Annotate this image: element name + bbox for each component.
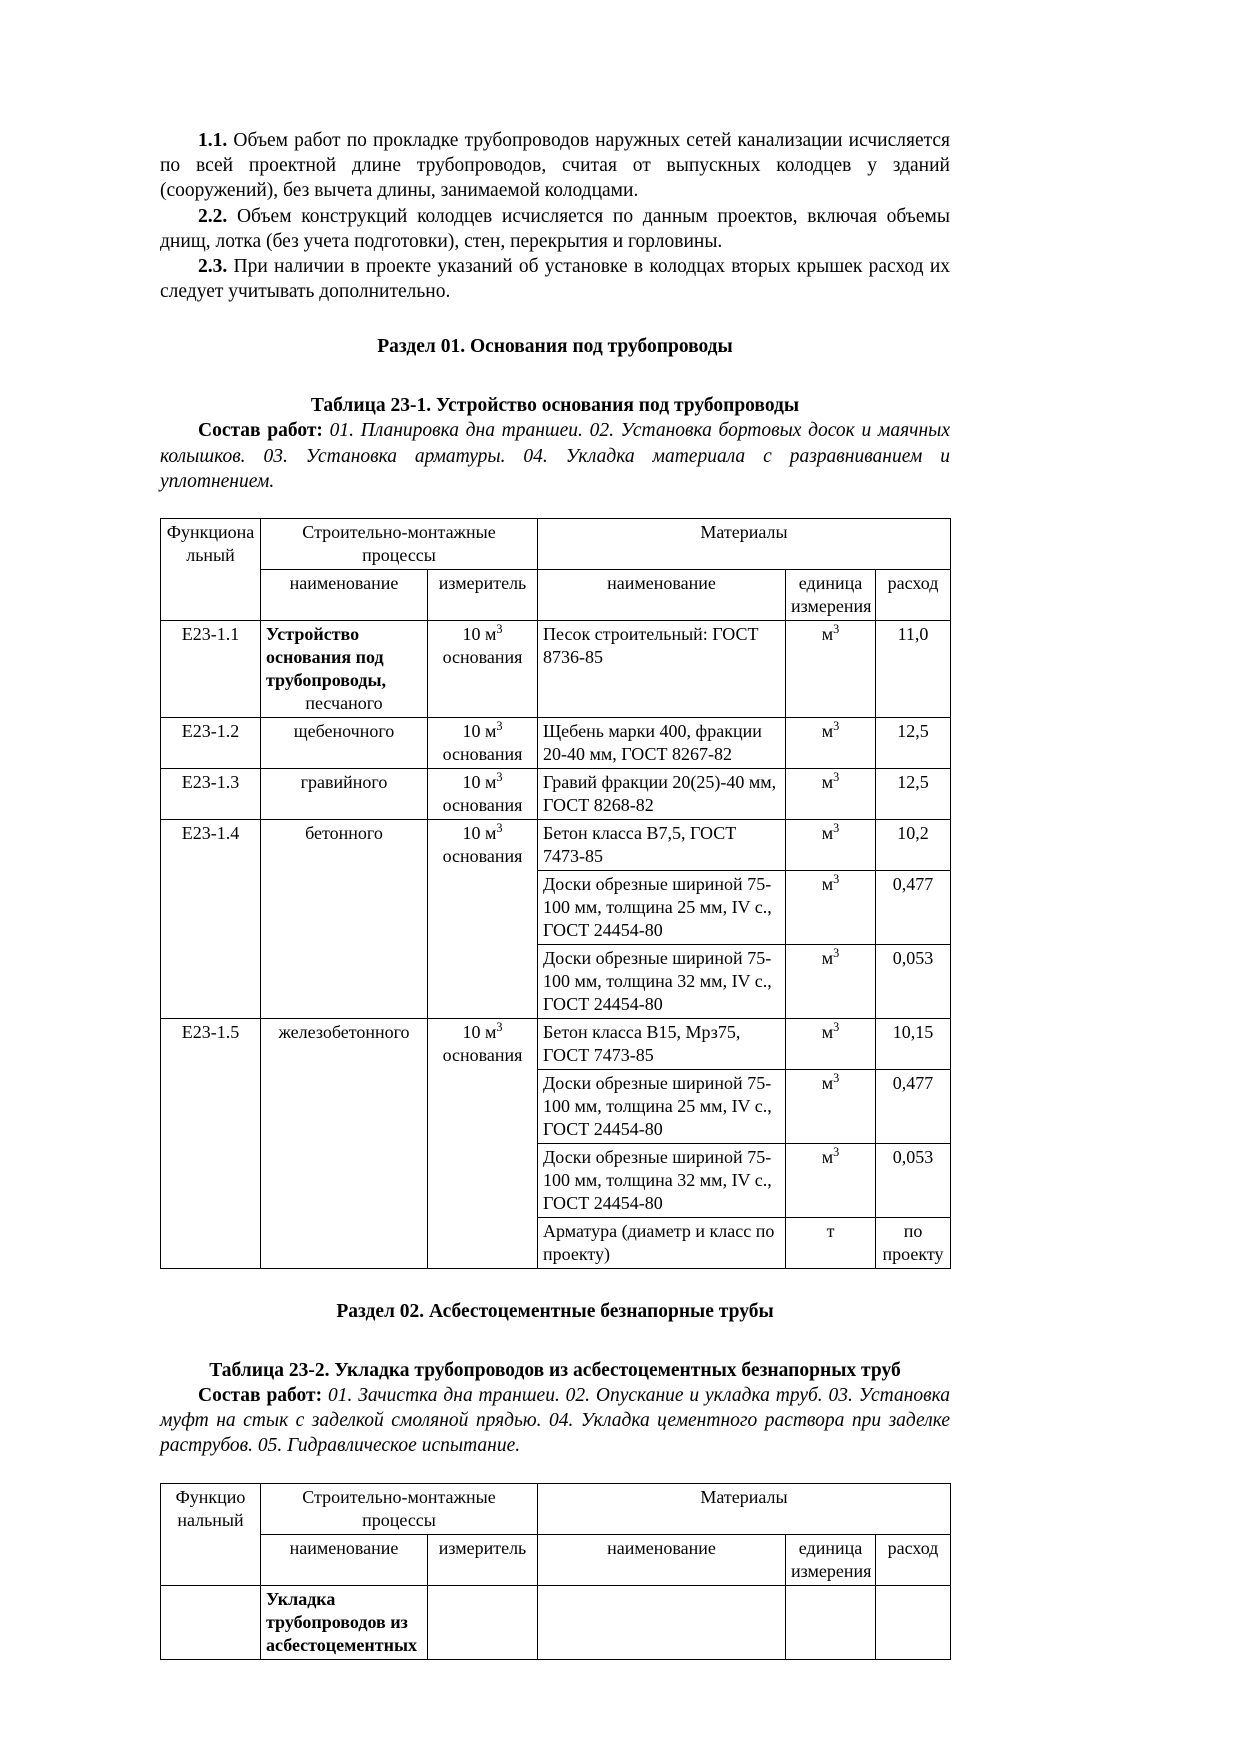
cell-unit: $м^3$	[786, 621, 876, 718]
cell-code: Е23-1.3	[161, 769, 261, 820]
cell-material-name: Гравий фракции 20(25)-40 мм, ГОСТ 8268-82	[538, 769, 786, 820]
cell-material-name: Арматура (диаметр и класс по проекту)	[538, 1218, 786, 1269]
table-header-row-sub	[161, 1534, 951, 1585]
table-header-row-top	[161, 519, 951, 570]
cell-code: Е23-1.2	[161, 718, 261, 769]
cell-code	[161, 1585, 261, 1659]
cell-consumption: по проекту	[876, 1218, 951, 1269]
table-row	[161, 769, 951, 820]
meter-line1: 10 $м^3$	[462, 719, 503, 742]
cell-material-name	[538, 1585, 786, 1659]
paragraph-text: Объем работ по прокладке трубопроводов наружных сетей канализации исчисляется по всей проектной длине трубопроводов, считая от выпускных колодцев у зданий (сооружений), без вычета длины, занимаемой колодцами.	[160, 130, 950, 202]
header-processes	[261, 519, 538, 570]
table-title-23-1: Таблица 23-1. Устройство основания под трубопроводы	[310, 395, 800, 417]
header-proc-line1: Строительно-монтажные	[302, 522, 496, 543]
works-text: 01. Зачистка дна траншеи. 02. Опускание и укладка труб. 03. Установка муфт на стык с заделкой смоляной прядью. 04. Укладка цементного раствора при заделке раструбов. 05. Гидравлическое испытание.	[160, 1385, 950, 1457]
header-consumption: расход	[876, 1534, 951, 1585]
section-heading-02: Раздел 02. Асбестоцементные безнапорные трубы	[336, 1301, 774, 1323]
paragraph-1-1	[160, 128, 950, 204]
table-title-23-2: Таблица 23-2. Укладка трубопроводов из асбестоцементных безнапорных труб	[209, 1360, 901, 1382]
meter-line1: 10 $м^3$	[462, 1020, 503, 1043]
works-label: Состав работ:	[198, 1385, 323, 1407]
cell-consumption: 11,0	[876, 621, 951, 718]
cell-unit: $м^3$	[786, 1144, 876, 1218]
meter-line1: 10 $м^3$	[462, 821, 503, 844]
header-unit-line2: измерения	[791, 596, 872, 617]
cell-meter	[428, 1019, 538, 1269]
paragraph-text: Объем конструкций колодцев исчисляется по данным проектов, включая объемы днищ, лотка (без учета подготовки), стен, перекрытия и горловины.	[160, 205, 950, 252]
cell-consumption: 12,5	[876, 769, 951, 820]
table-23-1-wrapper	[160, 518, 950, 1269]
cell-material-name: Бетон класса В15, Мрз75, ГОСТ 7473-85	[538, 1019, 786, 1070]
table-row	[161, 718, 951, 769]
table-row	[161, 1019, 951, 1070]
meter-line1: 10 $м^3$	[462, 770, 503, 793]
paragraph-number: 1.1.	[198, 130, 228, 151]
works-composition-1	[160, 418, 950, 494]
header-unit	[786, 1534, 876, 1585]
header-material-name: наименование	[538, 570, 786, 621]
table-row	[161, 820, 951, 871]
cell-process	[261, 1585, 428, 1659]
cell-consumption: 10,15	[876, 1019, 951, 1070]
cell-material-name: Бетон класса В7,5, ГОСТ 7473-85	[538, 820, 786, 871]
cell-meter	[428, 820, 538, 1019]
cell-unit: $м^3$	[786, 820, 876, 871]
meter-line2: основания	[442, 744, 523, 765]
cell-process: железобетонного	[261, 1019, 428, 1269]
cell-unit: $м^3$	[786, 871, 876, 945]
cell-code: Е23-1.1	[161, 621, 261, 718]
meter-line2: основания	[442, 846, 523, 867]
header-functional-code	[161, 1483, 261, 1585]
table-header-row-sub	[161, 570, 951, 621]
paragraph-2-2	[160, 204, 950, 254]
group-label-line1: Укладка	[266, 1588, 336, 1609]
group-label-line1: Устройство	[266, 624, 360, 645]
paragraph-2-3	[160, 254, 950, 304]
process-name: песчаного	[305, 693, 383, 714]
cell-process	[261, 621, 428, 718]
cell-consumption: 0,053	[876, 1144, 951, 1218]
header-unit-line1: единица	[798, 573, 863, 594]
meter-line1: 10 $м^3$	[462, 622, 503, 645]
header-material-name: наименование	[538, 1534, 786, 1585]
header-consumption: расход	[876, 570, 951, 621]
header-unit-line2: измерения	[791, 1560, 872, 1581]
cell-consumption: 0,477	[876, 871, 951, 945]
table-row	[161, 621, 951, 718]
table-23-1	[160, 518, 951, 1269]
section-heading-01: Раздел 01. Основания под трубопроводы	[377, 336, 733, 358]
table-row	[161, 1585, 951, 1659]
header-fc-line1: Функциона	[166, 522, 255, 543]
cell-material-name: Щебень марки 400, фракции 20-40 мм, ГОСТ 8267-82	[538, 718, 786, 769]
cell-unit: $м^3$	[786, 1019, 876, 1070]
cell-unit: $м^3$	[786, 718, 876, 769]
cell-material-name: Доски обрезные шириной 75-100 мм, толщина 32 мм, IV с., ГОСТ 24454-80	[538, 1144, 786, 1218]
header-process-name: наименование	[261, 570, 428, 621]
header-process-name: наименование	[261, 1534, 428, 1585]
cell-unit: $м^3$	[786, 769, 876, 820]
header-fc-line2: нальный	[177, 1509, 244, 1530]
works-text: 01. Планировка дна траншеи. 02. Установка бортовых досок и маячных колышков. 03. Установка арматуры. 04. Укладка материала с разравниванием и уплотнением.	[160, 420, 950, 492]
cell-code: Е23-1.4	[161, 820, 261, 1019]
header-unit	[786, 570, 876, 621]
cell-process: гравийного	[261, 769, 428, 820]
header-functional-code	[161, 519, 261, 621]
page-content	[160, 128, 951, 1655]
paragraph-number: 2.2.	[198, 205, 228, 227]
header-fc-line2: льный	[186, 545, 235, 566]
header-fc-line1: Функцио	[175, 1486, 246, 1507]
cell-unit: т	[786, 1218, 876, 1269]
cell-process: щебеночного	[261, 718, 428, 769]
cell-consumption: 0,477	[876, 1070, 951, 1144]
cell-material-name: Доски обрезные шириной 75-100 мм, толщина 25 мм, IV с., ГОСТ 24454-80	[538, 1070, 786, 1144]
cell-meter	[428, 718, 538, 769]
cell-consumption	[876, 1585, 951, 1659]
meter-line2: основания	[442, 1045, 523, 1066]
group-label-line2: основания под	[266, 647, 384, 668]
meter-line2: основания	[442, 647, 523, 668]
table-23-2	[160, 1483, 951, 1660]
cell-unit: $м^3$	[786, 1070, 876, 1144]
meter-line2: основания	[442, 795, 523, 816]
paragraph-number: 2.3.	[198, 256, 228, 278]
table-header-row-top	[161, 1483, 951, 1534]
cell-material-name: Доски обрезные шириной 75-100 мм, толщина 25 мм, IV с., ГОСТ 24454-80	[538, 871, 786, 945]
cell-consumption: 12,5	[876, 718, 951, 769]
cell-unit	[786, 1585, 876, 1659]
header-meter: измеритель	[428, 570, 538, 621]
cell-consumption: 10,2	[876, 820, 951, 871]
header-proc-line2: процессы	[362, 545, 436, 566]
cell-meter	[428, 1585, 538, 1659]
table-23-2-wrapper	[160, 1483, 950, 1655]
works-label: Состав работ:	[198, 420, 323, 442]
header-materials: Материалы	[538, 519, 951, 570]
cell-code: Е23-1.5	[161, 1019, 261, 1269]
cell-meter	[428, 621, 538, 718]
header-processes: Строительно-монтажные процессы	[261, 1483, 538, 1534]
cell-material-name: Песок строительный: ГОСТ 8736-85	[538, 621, 786, 718]
group-label-line3: трубопроводы,	[266, 670, 387, 691]
cell-unit: $м^3$	[786, 945, 876, 1019]
works-composition-2	[160, 1383, 950, 1459]
cell-material-name: Доски обрезные шириной 75-100 мм, толщина 32 мм, IV с., ГОСТ 24454-80	[538, 945, 786, 1019]
cell-process: бетонного	[261, 820, 428, 1019]
group-label-line2: трубопроводов из	[266, 1611, 408, 1632]
header-materials: Материалы	[538, 1483, 951, 1534]
header-unit-line1: единица	[798, 1537, 863, 1558]
paragraph-text: При наличии в проекте указаний об установке в колодцах вторых крышек расход их следует учитывать дополнительно.	[160, 256, 951, 303]
cell-meter	[428, 769, 538, 820]
group-label-line3: асбестоцементных	[266, 1634, 418, 1655]
cell-consumption: 0,053	[876, 945, 951, 1019]
header-meter: измеритель	[428, 1534, 538, 1585]
